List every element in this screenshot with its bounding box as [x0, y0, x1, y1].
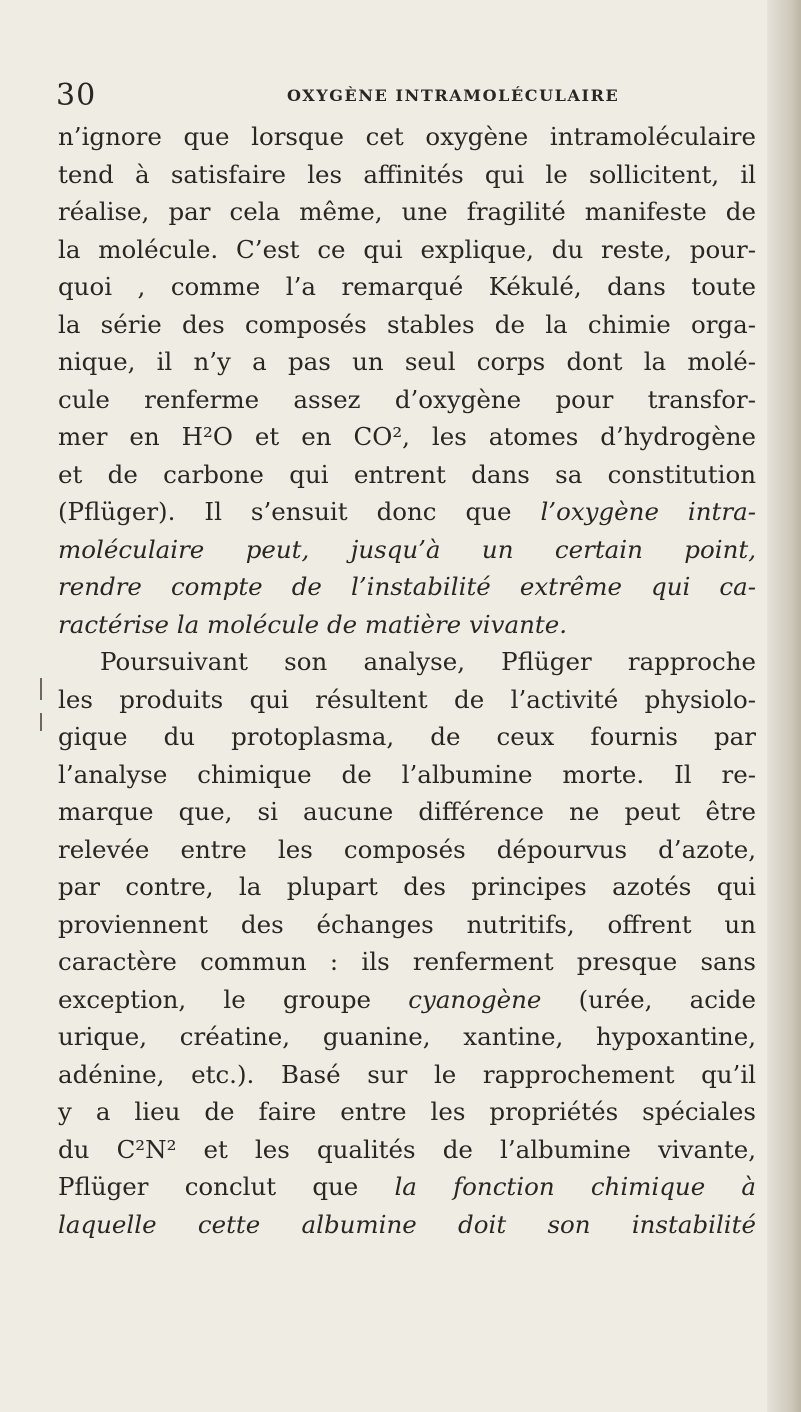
margin-mark [40, 678, 42, 700]
text-line: réalise, par cela même, une fragilité manifeste de [58, 197, 756, 226]
italic-phrase: ractérise la molécule de matière vivante. [58, 609, 567, 639]
text-line: par contre, la plupart des principes azotés qui [58, 872, 756, 901]
page-number: 30 [56, 78, 97, 113]
italic-phrase: laquelle cette albumine doit son instabilité [58, 1209, 756, 1239]
text-line: urique, créatine, guanine, xantine, hypoxantine, [58, 1022, 756, 1051]
italic-phrase: moléculaire peut, jusqu’à un certain point, [58, 534, 756, 564]
italic-phrase: rendre compte de l’instabilité extrême qui ca- [58, 572, 756, 601]
italic-phrase: l’oxygène intra- [540, 497, 756, 526]
text-line: quoi , comme l’a remarqué Kékulé, dans toute [58, 272, 756, 301]
running-head: OXYGÈNE INTRAMOLÉCULAIRE [287, 86, 620, 105]
italic-phrase: cyanogène [408, 984, 542, 1014]
text-line [58, 531, 756, 569]
text-line: Poursuivant son analyse, Pflüger rapproche [100, 647, 756, 676]
body-text [58, 118, 756, 1243]
text-line: relevée entre les composés dépourvus d’azote, [58, 834, 756, 864]
italic-phrase: la fonction chimique à [394, 1172, 756, 1201]
text-line: Pflüger conclut que la fonction chimique à [58, 1172, 756, 1201]
text-line: du C²N² et les qualités de l’albumine vivante, [58, 1134, 756, 1164]
text-line: marque que, si aucune différence ne peut être [58, 797, 756, 826]
text-line: l’analyse chimique de l’albumine morte. Il re- [58, 759, 756, 789]
text-line: mer en H²O et en CO², les atomes d’hydrogène [58, 422, 756, 451]
page-edge-shadow [767, 0, 801, 1412]
text-line: caractère commun : ils renferment presque sans [58, 947, 756, 976]
text-line: la molécule. C’est ce qui explique, du reste, pour- [58, 234, 756, 264]
text-line: (Pflüger). Il s’ensuit donc que l’oxygène intra- [58, 497, 756, 526]
text-line: et de carbone qui entrent dans sa constitution [58, 459, 756, 489]
text-line: les produits qui résultent de l’activité physiolo- [58, 684, 756, 714]
text-line: exception, le groupe cyanogène (urée, acide [58, 984, 756, 1014]
text-line: tend à satisfaire les affinités qui le sollicitent, il [58, 159, 756, 189]
margin-mark [40, 713, 42, 731]
text-line: proviennent des échanges nutritifs, offrent un [58, 909, 756, 939]
text-line [58, 1206, 756, 1244]
text-line: nique, il n’y a pas un seul corps dont la molé- [58, 347, 756, 376]
text-line: gique du protoplasma, de ceux fournis par [58, 722, 756, 751]
page-header [52, 64, 752, 113]
text-line: n’ignore que lorsque cet oxygène intramoléculaire [58, 122, 756, 151]
text-line: adénine, etc.). Basé sur le rapprochement qu’il [58, 1059, 756, 1089]
text-line [58, 568, 756, 606]
text-line [58, 606, 756, 644]
text-line: y a lieu de faire entre les propriétés spéciales [58, 1097, 756, 1126]
text-line: la série des composés stables de la chimie orga- [58, 309, 756, 339]
text-line: cule renferme assez d’oxygène pour transfor- [58, 384, 756, 414]
